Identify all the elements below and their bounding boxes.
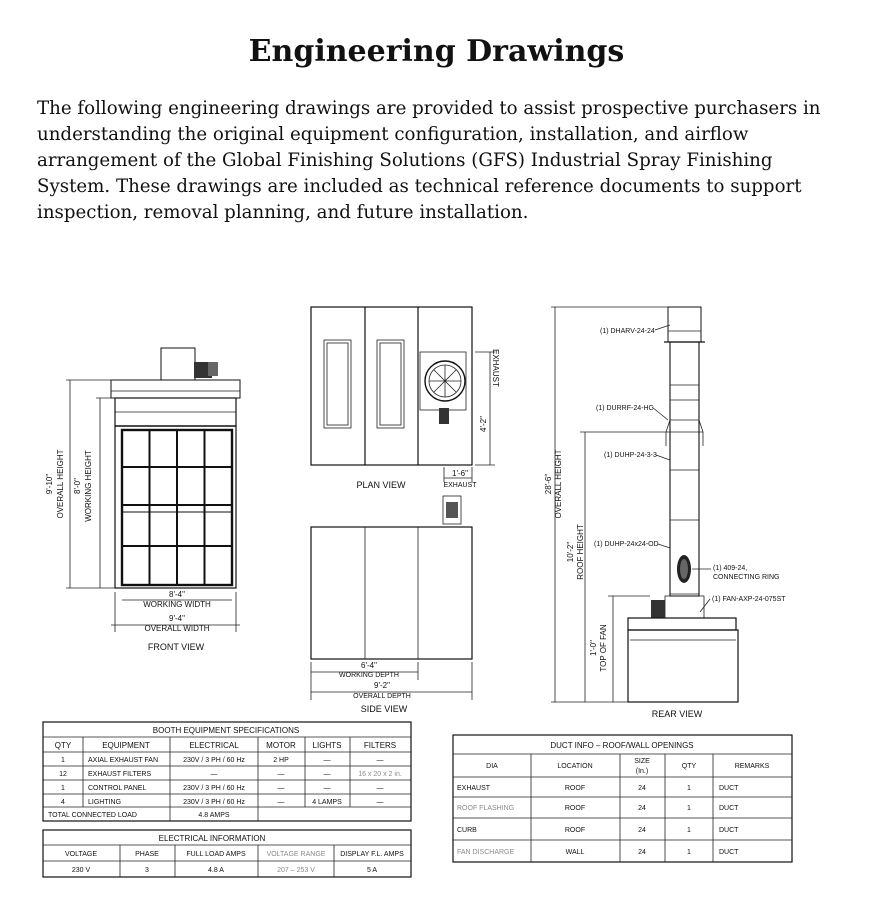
svg-text:DUCT: DUCT (719, 849, 739, 856)
total-load-label: TOTAL CONNECTED LOAD (48, 812, 137, 819)
svg-text:230V / 3 PH / 60 Hz: 230V / 3 PH / 60 Hz (183, 757, 245, 764)
front-overall-height: 9'-10" (45, 473, 54, 495)
table-row (72, 867, 378, 874)
svg-text:ROOF: ROOF (564, 805, 586, 812)
side-overall-depth-label: OVERALL DEPTH (353, 693, 411, 700)
svg-text:DUCT: DUCT (719, 805, 739, 812)
svg-text:12: 12 (59, 771, 67, 778)
total-load-value: 4.8 AMPS (198, 812, 230, 819)
svg-text:—: — (323, 771, 331, 778)
plan-exhaust-label: EXHAUST (491, 349, 500, 387)
svg-text:1: 1 (61, 785, 65, 792)
table-row (457, 785, 739, 792)
front-working-height: 8'-0" (73, 478, 82, 494)
electrical-title: ELECTRICAL INFORMATION (158, 834, 266, 843)
col-equipment: EQUIPMENT (102, 741, 150, 750)
intro-paragraph: The following engineering drawings are provided to assist prospective purchasers in understanding the original equipment configuration, installation, and airflow arrangement of the Global Finishing Solutions (GFS) Industrial Spray Finishing System. These drawings are included as technical reference documents to support inspection, removal planning, and future installation. (37, 98, 821, 223)
svg-text:—: — (277, 771, 285, 778)
rear-roof-height-label: ROOF HEIGHT (576, 524, 585, 580)
table-row (59, 771, 402, 778)
svg-text:ROOF FLASHING: ROOF FLASHING (457, 805, 515, 812)
svg-text:207 – 253 V: 207 – 253 V (277, 867, 315, 874)
svg-text:230V / 3 PH / 60 Hz: 230V / 3 PH / 60 Hz (183, 785, 245, 792)
table-row (457, 805, 739, 812)
side-working-depth-label: WORKING DEPTH (339, 672, 399, 679)
svg-text:4: 4 (61, 799, 65, 806)
svg-text:1: 1 (687, 827, 691, 834)
svg-text:—: — (277, 799, 285, 806)
callout-duhp-od: (1) DUHP-24x24-OD (594, 541, 659, 548)
svg-text:EXHAUST: EXHAUST (457, 785, 491, 792)
svg-text:LIGHTING: LIGHTING (88, 799, 122, 806)
table-row (61, 785, 383, 792)
plan-exhaust-width-label: EXHAUST (443, 482, 477, 489)
svg-text:DUCT: DUCT (719, 785, 739, 792)
svg-text:AXIAL EXHAUST FAN: AXIAL EXHAUST FAN (88, 757, 159, 764)
plan-exhaust-dim: 4'-2" (479, 416, 488, 432)
svg-text:3: 3 (145, 867, 149, 874)
side-working-depth: 6'-4" (361, 661, 377, 670)
svg-text:DUCT: DUCT (719, 827, 739, 834)
col-qty: QTY (54, 741, 72, 750)
side-view-label: SIDE VIEW (360, 704, 408, 714)
col-lights: LIGHTS (312, 741, 342, 750)
svg-text:4 LAMPS: 4 LAMPS (312, 799, 342, 806)
col-filters: FILTERS (363, 741, 397, 750)
svg-text:CONTROL PANEL: CONTROL PANEL (88, 785, 147, 792)
rear-overall-height-label: OVERALL HEIGHT (554, 449, 563, 519)
svg-text:DIA: DIA (486, 763, 498, 770)
callout-durrf: (1) DURRF-24-HC (596, 405, 654, 412)
booth-specs-table (43, 722, 411, 821)
col-motor: MOTOR (266, 741, 296, 750)
svg-text:—: — (210, 771, 218, 778)
svg-text:WALL: WALL (565, 849, 585, 856)
side-view-drawing (311, 496, 472, 714)
rear-roof-height: 10'-2" (566, 541, 575, 563)
rear-view-drawing (544, 307, 786, 719)
svg-text:24: 24 (638, 827, 646, 834)
svg-text:230 V: 230 V (71, 867, 91, 874)
svg-text:(In.): (In.) (635, 768, 649, 775)
svg-text:1: 1 (687, 785, 691, 792)
front-working-height-label: WORKING HEIGHT (84, 450, 93, 522)
svg-text:—: — (323, 785, 331, 792)
svg-text:FAN DISCHARGE: FAN DISCHARGE (457, 849, 515, 856)
svg-text:24: 24 (638, 785, 646, 792)
rear-view-label: REAR VIEW (651, 709, 703, 719)
table-row (457, 827, 739, 834)
svg-text:—: — (323, 757, 331, 764)
electrical-table (43, 830, 411, 877)
callout-duhp-3: (1) DUHP-24-3-3 (604, 452, 657, 459)
plan-view-label: PLAN VIEW (356, 480, 406, 490)
svg-text:24: 24 (638, 805, 646, 812)
booth-specs-title: BOOTH EQUIPMENT SPECIFICATIONS (152, 726, 300, 735)
duct-info-table (453, 735, 792, 862)
svg-text:4.8 A: 4.8 A (208, 867, 224, 874)
callout-connecting-ring: CONNECTING RING (713, 574, 780, 581)
table-row (457, 849, 739, 856)
svg-text:5 A: 5 A (366, 867, 378, 874)
svg-text:VOLTAGE RANGE: VOLTAGE RANGE (266, 851, 326, 858)
callout-dharv: (1) DHARV-24-24 (600, 328, 655, 335)
svg-text:REMARKS: REMARKS (734, 763, 770, 770)
col-electrical: ELECTRICAL (189, 741, 239, 750)
svg-text:230V / 3 PH / 60 Hz: 230V / 3 PH / 60 Hz (183, 799, 245, 806)
svg-text:DISPLAY F.L. AMPS: DISPLAY F.L. AMPS (340, 851, 404, 858)
svg-text:LOCATION: LOCATION (557, 763, 593, 770)
side-overall-depth: 9'-2" (374, 681, 390, 690)
svg-text:PHASE: PHASE (135, 851, 159, 858)
front-working-width-label: WORKING WIDTH (143, 600, 211, 609)
table-row (61, 799, 383, 806)
rear-fan-height-label: TOP OF FAN (599, 624, 608, 672)
front-overall-width: 9'-4" (169, 614, 185, 623)
svg-text:EXHAUST FILTERS: EXHAUST FILTERS (88, 771, 152, 778)
svg-text:SIZE: SIZE (634, 758, 650, 765)
svg-text:ROOF: ROOF (564, 827, 586, 834)
svg-text:—: — (376, 785, 384, 792)
svg-text:CURB: CURB (457, 827, 477, 834)
svg-text:1: 1 (687, 805, 691, 812)
front-overall-width-label: OVERALL WIDTH (144, 624, 210, 633)
svg-text:1: 1 (687, 849, 691, 856)
plan-view-drawing (311, 307, 500, 490)
svg-text:—: — (277, 785, 285, 792)
front-view-label: FRONT VIEW (147, 642, 205, 652)
rear-overall-height: 28'-6" (544, 473, 553, 495)
rear-fan-height: 1'-0" (589, 640, 598, 656)
svg-text:FULL LOAD AMPS: FULL LOAD AMPS (186, 851, 246, 858)
svg-text:1: 1 (61, 757, 65, 764)
front-working-width: 8'-4" (169, 590, 185, 599)
svg-text:ROOF: ROOF (564, 785, 586, 792)
front-overall-height-label: OVERALL HEIGHT (56, 449, 65, 519)
table-row (61, 757, 383, 764)
page-title: Engineering Drawings (248, 34, 625, 69)
svg-text:—: — (376, 799, 384, 806)
duct-info-title: DUCT INFO – ROOF/WALL OPENINGS (550, 741, 694, 750)
callout-409: (1) 409-24, (713, 565, 748, 572)
plan-exhaust-width: 1'-6" (452, 469, 468, 478)
svg-text:16 x 20 x 2 in.: 16 x 20 x 2 in. (358, 771, 402, 778)
svg-text:—: — (376, 757, 384, 764)
front-view-drawing (45, 348, 240, 652)
svg-text:2 HP: 2 HP (273, 757, 289, 764)
callout-fan: (1) FAN-AXP-24-075ST (712, 596, 786, 603)
svg-text:24: 24 (638, 849, 646, 856)
svg-text:VOLTAGE: VOLTAGE (64, 851, 98, 858)
svg-text:QTY: QTY (681, 763, 697, 770)
